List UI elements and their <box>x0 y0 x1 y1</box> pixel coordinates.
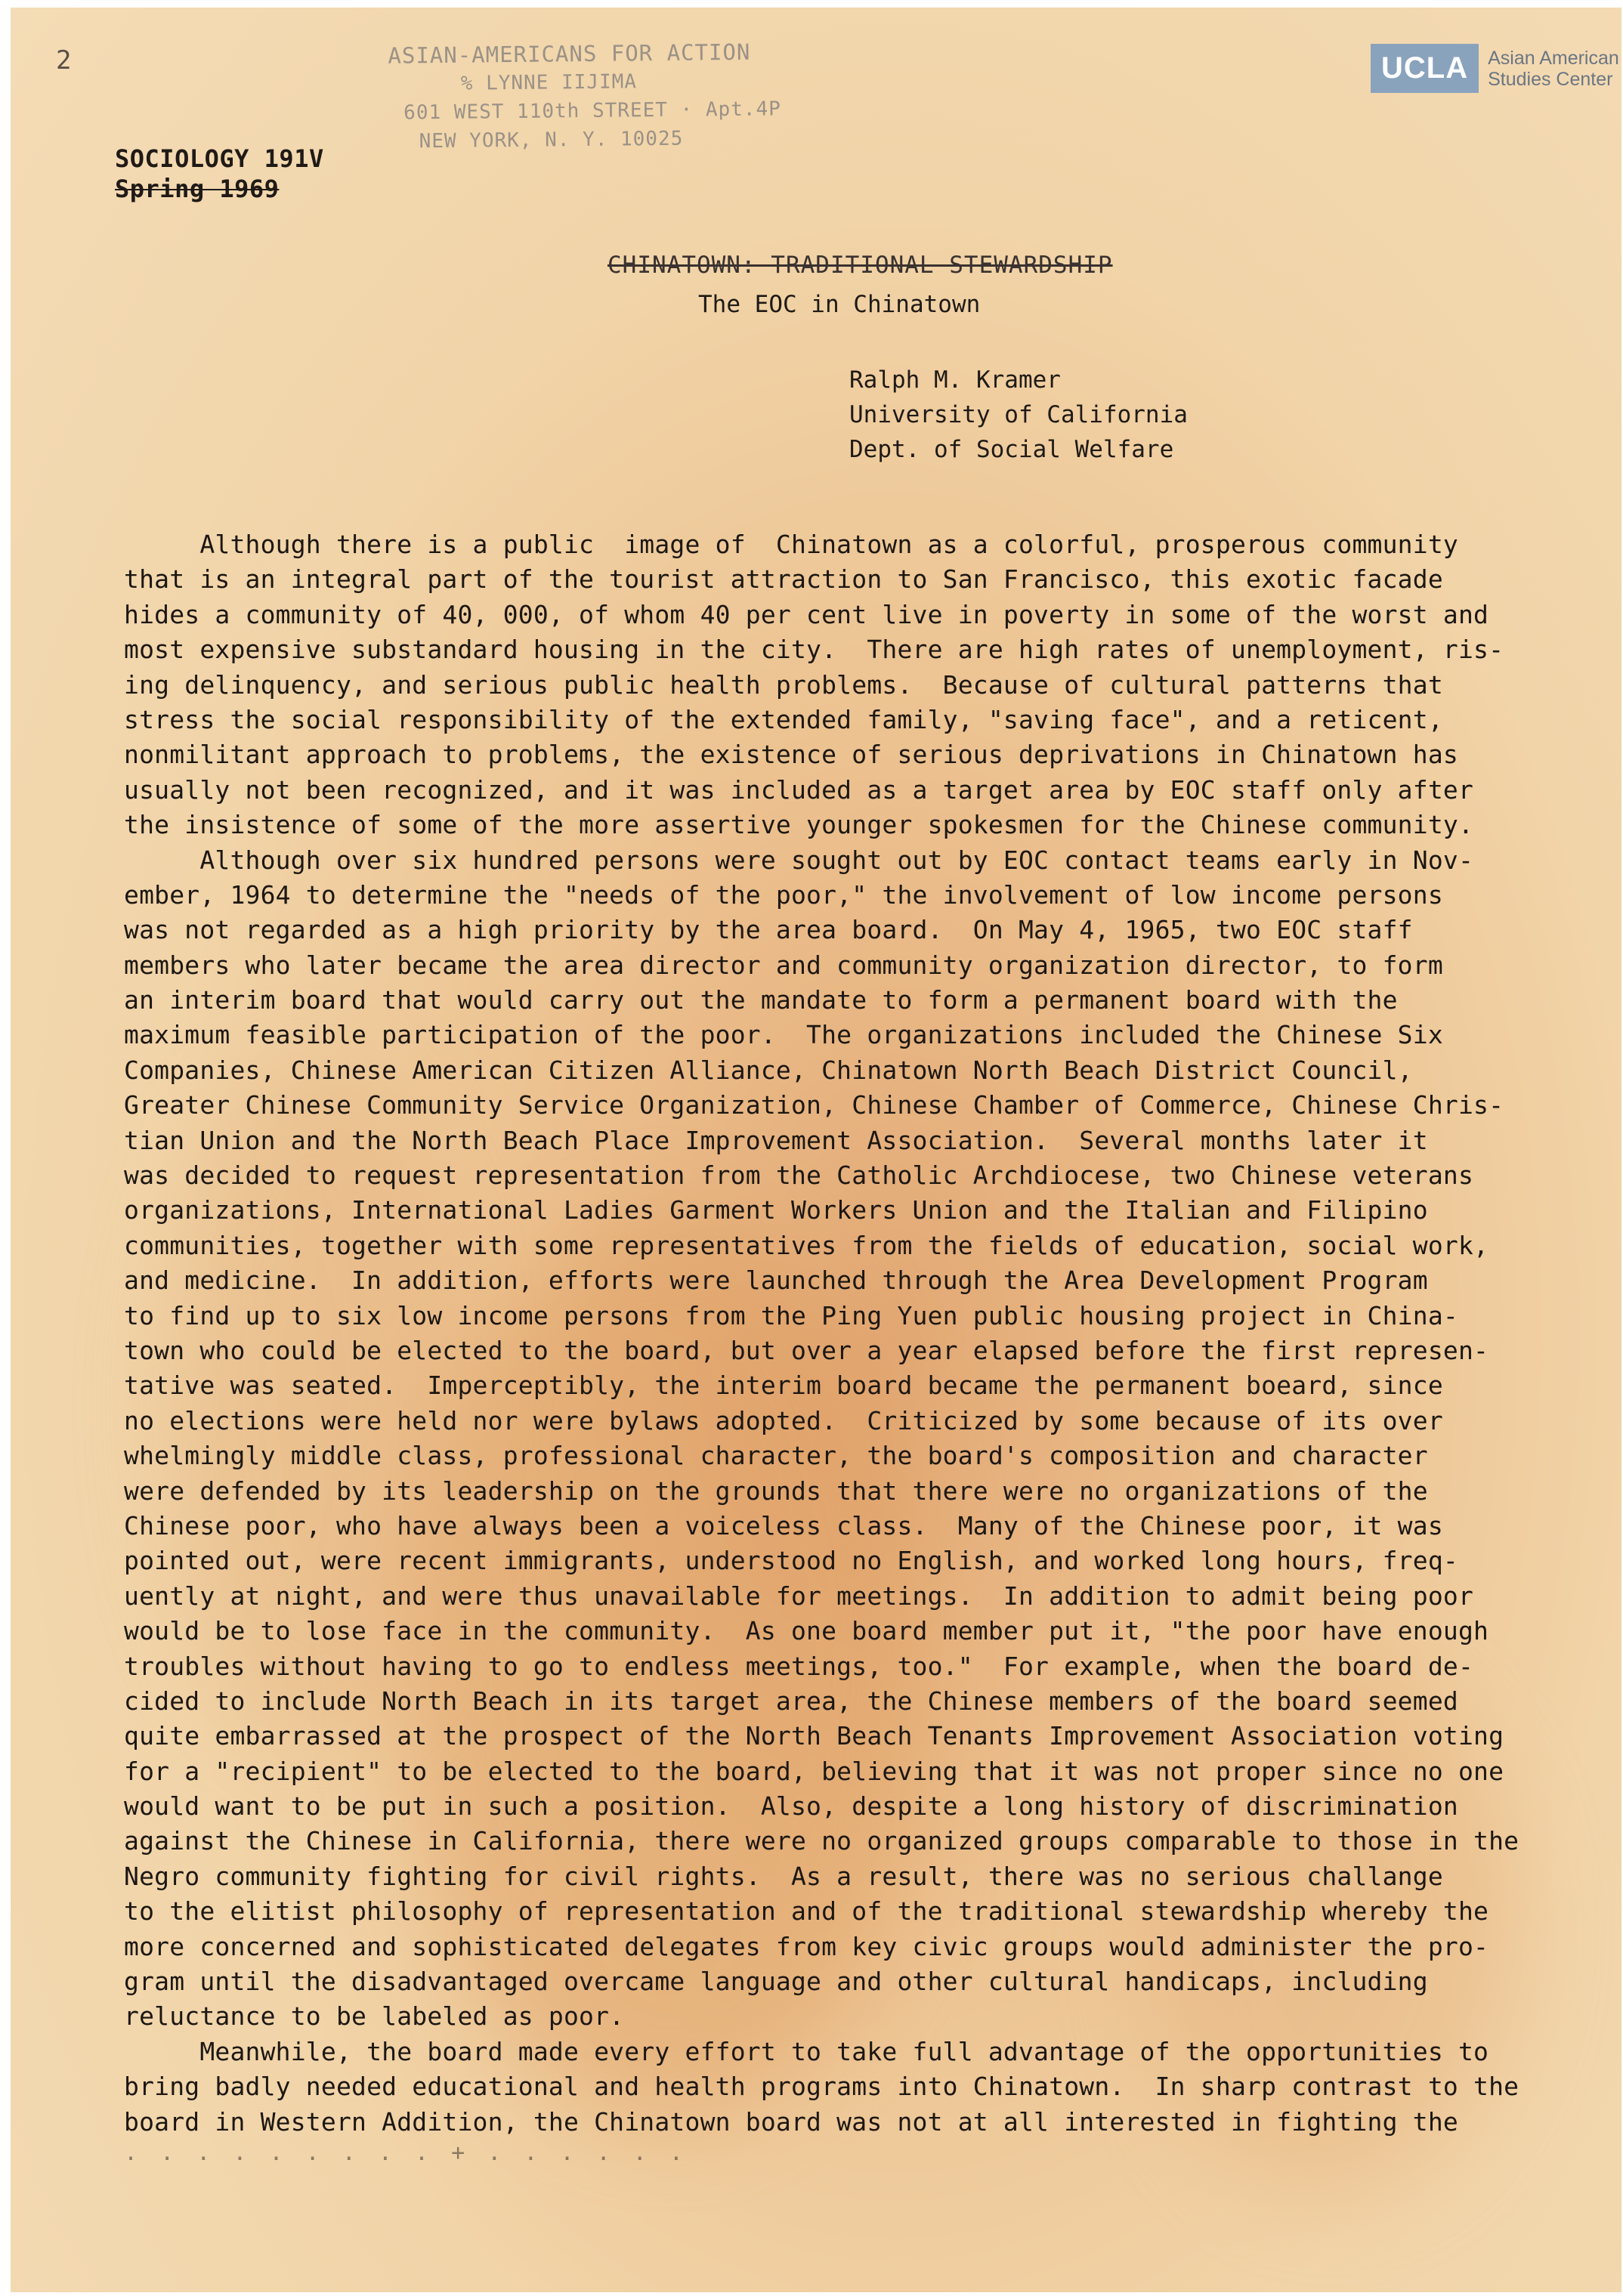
stamp-line: 601 WEST 110th STREET · Apt.4P <box>403 97 781 125</box>
body-line: for a "recipient" to be elected to the board, believing that it was not proper since no one <box>124 1756 1504 1786</box>
body-line: was decided to request representation from the Catholic Archdiocese, two Chinese veterans <box>124 1160 1474 1191</box>
body-line: reluctance to be labeled as poor. <box>124 2001 625 2032</box>
stamp-line: NEW YORK, N. Y. 10025 <box>419 127 684 153</box>
body-line: tian Union and the North Beach Place Improvement Association. Several months later it <box>124 1125 1428 1155</box>
body-line: and medicine. In addition, efforts were launched through the Area Development Program <box>124 1265 1428 1296</box>
author-name: Ralph M. Kramer <box>849 366 1061 394</box>
body-line: that is an integral part of the tourist attraction to San Francisco, this exotic facade <box>124 564 1443 595</box>
body-line: most expensive substandard housing in the city. There are high rates of unemployment, ris- <box>124 635 1504 665</box>
body-line: was not regarded as a high priority by the area board. On May 4, 1965, two EOC staff <box>124 915 1413 945</box>
body-line: pointed out, were recent immigrants, understood no English, and worked long hours, freq- <box>124 1546 1458 1576</box>
course-term: Spring 1969 <box>115 175 280 203</box>
document-page <box>11 8 1621 2292</box>
body-text <box>124 527 1597 2140</box>
logo-line: Asian American <box>1488 47 1619 69</box>
body-line: Negro community fighting for civil rights. As a result, there was no serious challange <box>124 1861 1443 1891</box>
body-line: the insistence of some of the more assertive younger spokesmen for the Chinese community. <box>124 810 1474 840</box>
address-stamp <box>388 37 782 156</box>
author-department: Dept. of Social Welfare <box>849 436 1174 463</box>
author-block <box>849 363 1188 467</box>
body-line: Companies, Chinese American Citizen Alliance, Chinatown North Beach District Council, <box>124 1055 1413 1085</box>
body-line: communities, together with some representatives from the fields of education, social work, <box>124 1230 1489 1260</box>
stamp-line: ASIAN-AMERICANS FOR ACTION <box>388 39 751 69</box>
body-line: nonmilitant approach to problems, the existence of serious deprivations in Chinatown has <box>124 740 1458 770</box>
body-line: uently at night, and were thus unavailable for meetings. In addition to admit being poor <box>124 1581 1474 1611</box>
body-line: town who could be elected to the board, but over a year elapsed before the first represen- <box>124 1335 1489 1365</box>
body-line: ember, 1964 to determine the "needs of the poor," the involvement of low income persons <box>124 879 1443 910</box>
body-line: whelmingly middle class, professional character, the board's composition and character <box>124 1441 1428 1471</box>
body-line: would want to be put in such a position. Also, despite a long history of discrimination <box>124 1791 1458 1822</box>
document-title: The EOC in Chinatown <box>698 291 981 318</box>
body-line: Meanwhile, the board made every effort to take full advantage of the opportunities to <box>124 2036 1489 2066</box>
body-line: ing delinquency, and serious public health problems. Because of cultural patterns that <box>124 669 1443 700</box>
stamp-line: % LYNNE IIJIMA <box>460 70 638 95</box>
body-line: hides a community of 40, 000, of whom 40 per cent live in poverty in some of the worst and <box>124 599 1489 629</box>
body-line: organizations, International Ladies Garment Workers Union and the Italian and Filipino <box>124 1195 1428 1225</box>
body-line: quite embarrassed at the prospect of the North Beach Tenants Improvement Association voting <box>124 1721 1504 1751</box>
title-block <box>607 246 1113 324</box>
ucla-badge: UCLA <box>1371 44 1479 93</box>
body-line: to find up to six low income persons from the Ping Yuen public housing project in China- <box>124 1300 1458 1330</box>
body-line: against the Chinese in California, there were no organized groups comparable to those in the <box>124 1826 1519 1856</box>
body-line: troubles without having to go to endless meetings, too." For example, when the board de- <box>124 1651 1474 1681</box>
body-line: Although over six hundred persons were sought out by EOC contact teams early in Nov- <box>124 845 1474 875</box>
body-line: members who later became the area director and community organization director, to form <box>124 950 1443 980</box>
body-line: were defended by its leadership on the grounds that there were no organizations of the <box>124 1476 1428 1506</box>
body-line: Chinese poor, who have always been a voiceless class. Many of the Chinese poor, it was <box>124 1510 1443 1540</box>
body-line: tative was seated. Imperceptibly, the interim board became the permanent boeard, since <box>124 1370 1443 1401</box>
body-line: usually not been recognized, and it was included as a target area by EOC staff only after <box>124 774 1474 805</box>
body-line: gram until the disadvantaged overcame language and other cultural handicaps, including <box>124 1967 1428 1997</box>
body-line: maximum feasible participation of the poor. The organizations included the Chinese Six <box>124 1020 1443 1050</box>
course-code: SOCIOLOGY 191V <box>115 144 324 173</box>
body-line: stress the social responsibility of the extended family, "saving face", and a reticent, <box>124 704 1443 734</box>
margin-note: 2 <box>56 45 72 76</box>
body-line: to the elitist philosophy of representation and of the traditional stewardship whereby the <box>124 1896 1489 1927</box>
body-line: cided to include North Beach in its target area, the Chinese members of the board seemed <box>124 1686 1458 1716</box>
body-line: board in Western Addition, the Chinatown board was not at all interested in fighting the <box>124 2106 1458 2137</box>
body-line: more concerned and sophisticated delegates from key civic groups would administer the pro- <box>124 1931 1489 1961</box>
body-line: an interim board that would carry out the mandate to form a permanent board with the <box>124 985 1398 1015</box>
cutoff-line: . . . . . . . . . + . . . . . . <box>124 2140 688 2166</box>
logo-line: Studies Center <box>1488 68 1613 90</box>
logo-caption <box>1488 48 1619 90</box>
body-line: Greater Chinese Community Service Organization, Chinese Chamber of Commerce, Chinese Chris- <box>124 1090 1504 1120</box>
ucla-logo <box>1371 44 1619 93</box>
body-line: no elections were held nor were bylaws adopted. Criticized by some because of its over <box>124 1405 1443 1435</box>
body-line: Although there is a public image of Chinatown as a colorful, prosperous community <box>124 530 1458 559</box>
course-header <box>115 144 324 204</box>
author-institution: University of California <box>849 401 1188 428</box>
body-line: would be to lose face in the community. As one board member put it, "the poor have enough <box>124 1616 1489 1646</box>
body-line: bring badly needed educational and health programs into Chinatown. In sharp contrast to the <box>124 2072 1519 2102</box>
struck-title: CHINATOWN: TRADITIONAL STEWARDSHIP <box>607 252 1113 279</box>
